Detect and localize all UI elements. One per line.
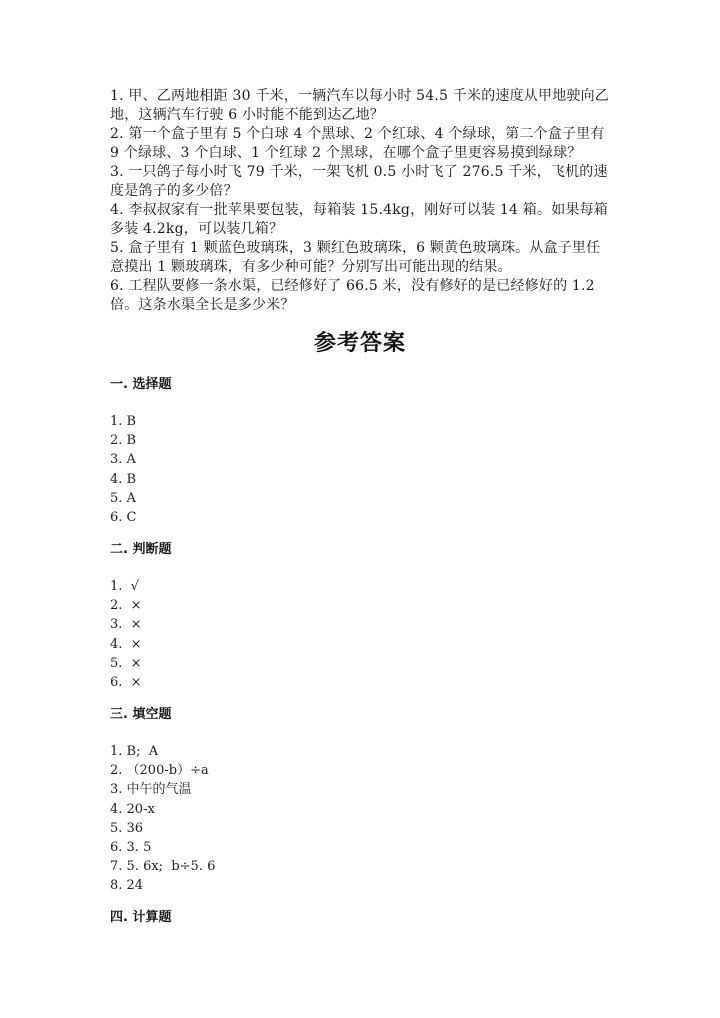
answer-item: 1. B; A [110,744,159,759]
answer-item: 3. × [110,617,142,633]
question-6: 6. 工程队要修一条水渠，已经修好了 66.5 米，没有修好的是已经修好的 1.2 倍。这条水渠全长是多少米？ [110,278,595,313]
answer-item: 4. 20-x [110,801,155,817]
answer-item: 5. × [110,655,142,671]
section-heading-fill-blank: 三. 填空题 [110,707,172,722]
answer-item: 5. A [110,490,136,506]
answer-item: 2. B [110,433,137,449]
answer-item: 7. 5. 6x; b÷5. 6 [110,859,216,875]
question-5: 5. 盒子里有 1 颗蓝色玻璃珠，3 颗红色玻璃珠，6 颗黄色玻璃珠。从盒子里任意摸出 1 颗玻璃珠，有多少种可能？分别写出可能出现的结果。 [110,240,601,275]
answer-item: 4. × [110,636,142,652]
answer-item: 6. C [110,510,137,526]
section-heading-judgement: 二. 判断题 [110,542,172,557]
answer-item: 1. √ [110,579,139,594]
section-heading-calculation: 四. 计算题 [110,910,172,925]
questions-block [110,87,610,315]
answer-item: 6. 3. 5 [110,840,152,856]
answer-item: 6. × [110,675,142,691]
section-heading-choice: 一. 选择题 [110,377,172,392]
answer-item: 3. A [110,452,136,468]
answers-judgement [110,577,142,692]
answer-key-title: 参考答案 [313,331,406,356]
answer-item: 8. 24 [110,878,144,894]
answer-item: 5. 36 [110,820,144,836]
question-1: 1. 甲、乙两地相距 30 千米，一辆汽车以每小时 54.5 千米的速度从甲地驶向乙地，这辆汽车行驶 6 小时能不能到达乙地？ [110,88,609,123]
question-4: 4. 李叔叔家有一批苹果要包装，每箱装 15.4kg，刚好可以装 14 箱。如果每箱多装 4.2kg，可以装几箱？ [110,202,608,237]
answer-item: 1. B [110,414,137,429]
answer-item: 2. （200-b）÷a [110,763,209,779]
question-2: 2. 第一个盒子里有 5 个白球 4 个黑球、2 个红球、4 个绿球，第二个盒子里有 9 个绿球、3 个白球、1 个红球 2 个黑球，在哪个盒子里更容易摸到绿球？ [110,126,605,161]
answers-fill-blank [110,742,215,896]
question-3: 3. 一只鸽子每小时飞 79 千米，一架飞机 0.5 小时飞了 276.5 千米，飞机的速度是鸽子的多少倍？ [110,164,608,199]
answers-choice [110,412,136,527]
answer-item: 3. 中午的气温 [110,782,192,798]
answer-item: 2. × [110,598,142,614]
answer-item: 4. B [110,471,137,487]
